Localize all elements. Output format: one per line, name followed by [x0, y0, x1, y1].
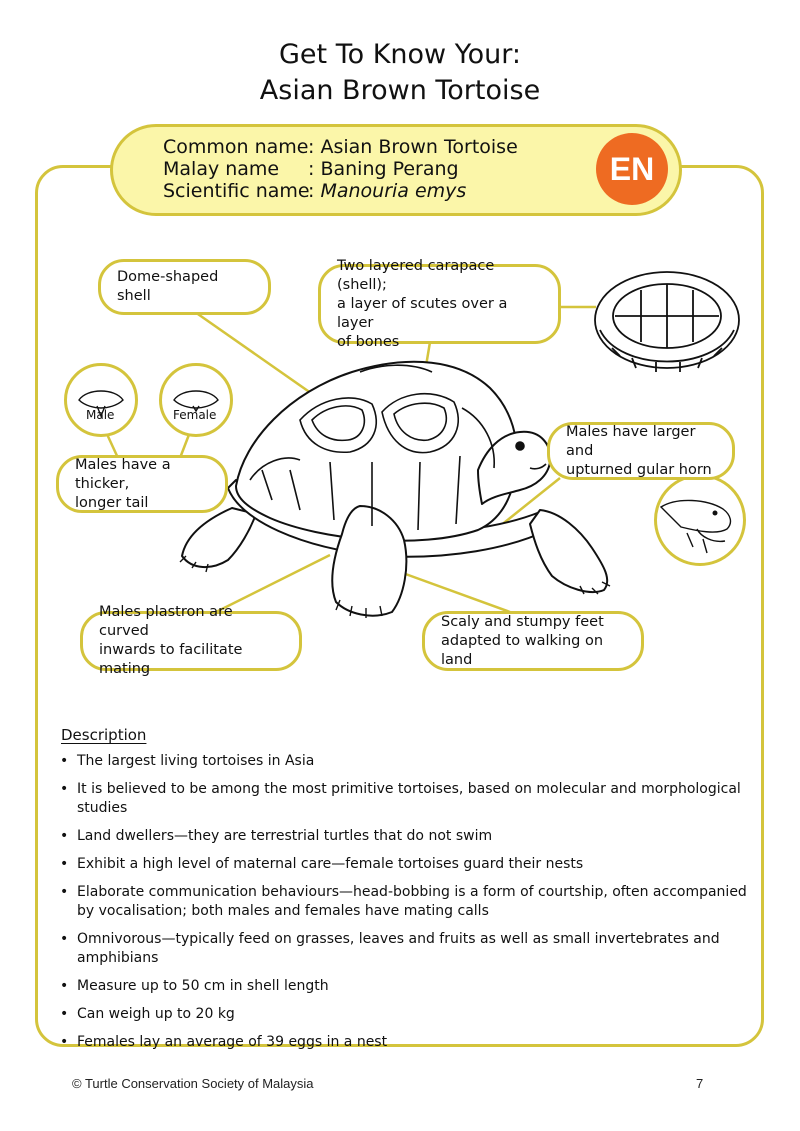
scientific-name-value: Manouria emys — [320, 180, 467, 202]
conservation-status-badge: EN — [596, 133, 668, 205]
callout-gular-horn — [547, 422, 735, 480]
scientific-name-label: Scientific name — [163, 180, 310, 202]
footer-credit: © Turtle Conservation Society of Malaysia — [72, 1076, 314, 1091]
callout-feet-text: Scaly and stumpy feet adapted to walking on land — [441, 613, 604, 668]
scientific-name-prefix: : — [308, 180, 321, 202]
description-item: • Land dwellers—they are terrestrial turtles that do not swim — [60, 827, 750, 846]
gular-horn-inset — [654, 474, 746, 566]
description-list — [60, 752, 750, 1061]
description-item: • Can weigh up to 20 kg — [60, 1005, 750, 1024]
male-tail-inset — [64, 363, 138, 437]
callout-gular-horn-text: Males have larger and upturned gular horn — [566, 423, 712, 478]
description-item: • It is believed to be among the most primitive tortoises, based on molecular and morphological studies — [60, 780, 750, 818]
callout-feet — [422, 611, 644, 671]
page-title-line-1: Get To Know Your: — [279, 39, 521, 70]
callout-dome-shell — [98, 259, 271, 315]
description-heading: Description — [61, 726, 147, 744]
description-item: • Elaborate communication behaviours—head-bobbing is a form of courtship, often accompanied by vocalisation; both males and females have mating calls — [60, 883, 750, 921]
callout-carapace — [318, 257, 561, 350]
callout-tail — [56, 455, 228, 513]
callout-plastron — [80, 604, 302, 677]
callout-plastron-text: Males plastron are curved inwards to facilitate mating — [99, 604, 243, 677]
common-name-value: : Asian Brown Tortoise — [308, 136, 518, 158]
malay-name-value: : Baning Perang — [308, 158, 459, 180]
tail-comparison-female-icon — [162, 366, 230, 434]
description-item: • Exhibit a high level of maternal care—female tortoises guard their nests — [60, 855, 750, 874]
description-item: • Females lay an average of 39 eggs in a nest — [60, 1033, 750, 1052]
gular-horn-closeup-icon — [657, 477, 743, 563]
common-name-label: Common name — [163, 136, 309, 158]
male-inset-label: Male — [86, 408, 115, 422]
callout-carapace-text: Two layered carapace (shell); a layer of scutes over a layer of bones — [337, 257, 508, 350]
callout-tail-text: Males have a thicker, longer tail — [75, 456, 171, 511]
page-number: 7 — [696, 1076, 704, 1091]
description-item: • The largest living tortoises in Asia — [60, 752, 750, 771]
malay-name-label: Malay name — [163, 158, 280, 180]
description-item: • Measure up to 50 cm in shell length — [60, 977, 750, 996]
callout-dome-shell-text: Dome-shaped shell — [117, 269, 219, 304]
female-inset-label: Female — [173, 408, 217, 422]
description-item: • Omnivorous—typically feed on grasses, leaves and fruits as well as small invertebrates and amphibians — [60, 930, 750, 968]
shell-top-view — [595, 272, 739, 372]
tail-comparison-male-icon — [67, 366, 135, 434]
page-title-line-2: Asian Brown Tortoise — [259, 75, 541, 106]
female-tail-inset — [159, 363, 233, 437]
